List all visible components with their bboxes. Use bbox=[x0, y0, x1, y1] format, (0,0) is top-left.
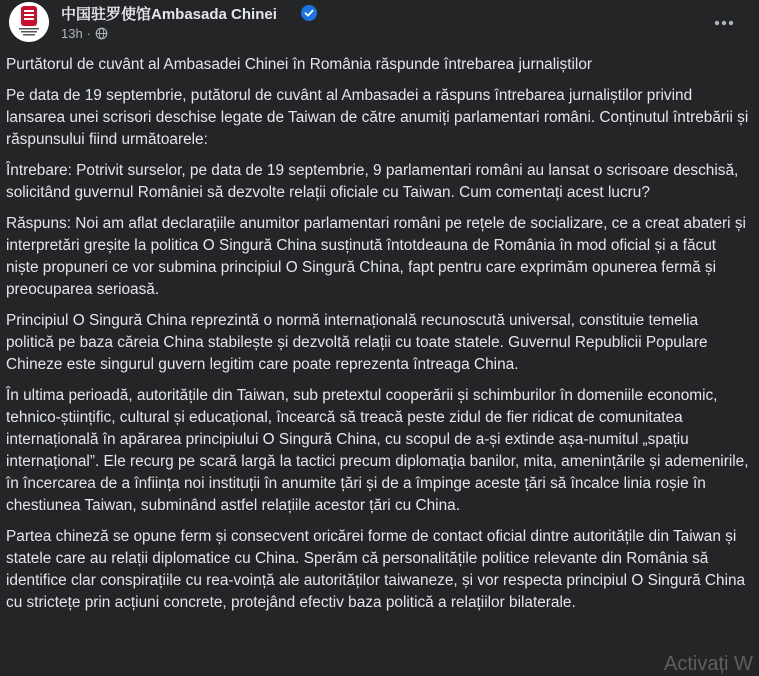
post-body bbox=[6, 54, 750, 623]
post-paragraph-conclusion: Partea chineză se opune ferm și consecvent oricărei forme de contact oficial dintre autoritățile din Taiwan și statele care au relații diplomatice cu China. Sperăm că personalitățile politice relevante din România să identifice clar conspirațiile cu rea-voință ale autorităților taiwaneze, și vor respecta principiul O Singură China cu strictețe prin acțiuni concrete, protejând efectiv baza politică a relațiilor bilaterale. bbox=[6, 528, 746, 611]
post-paragraph-intro: Pe data de 19 septembrie, putătorul de cuvânt al Ambasadei a răspuns întrebarea jurnaliștilor privind lansarea unei scrisori deschise legate de Taiwan de către anumiți parlamentari români. Conținutul întrebării și răspunsului fiind următoarele: bbox=[6, 87, 749, 148]
activate-windows-watermark: Activați W bbox=[664, 653, 753, 675]
post-paragraph-taiwan-actions: În ultima perioadă, autoritățile din Taiwan, sub pretextul cooperării și schimburilor în domeniile economic, tehnico-științific, cultural și educațional, încearcă să treacă peste zidul de fier ridicat de comunitatea internațională în apărarea principiului O Singură China, cu scopul de a-și extinde așa-numitul „spațiu internațional”. Ele recurg pe scară largă la tactici precum diplomația banilor, mita, amenințările și ademenirile, în încercarea de a înființa noi instituții în anumite țări și de a împinge aceste țări să încalce linia roșie în chestiunea Taiwan, subminând astfel relațiile acestor țări cu China. bbox=[6, 387, 749, 514]
post-paragraph-principle: Principiul O Singură China reprezintă o normă internațională recunoscută universal, constituie temelia politică pe baza căreia China stabilește și dezvoltă relații cu toate statele. Guvernul Republicii Populare Chineze este singurul guvern legitim care poate reprezenta întreaga China. bbox=[6, 312, 708, 373]
embassy-logo-icon bbox=[9, 2, 49, 42]
post-header bbox=[0, 0, 759, 48]
page-avatar[interactable] bbox=[9, 2, 49, 42]
post-paragraph-question: Întrebare: Potrivit surselor, pe data de 19 septembrie, 9 parlamentari români au lansat o scrisoare deschisă, solicitând guvernul României să dezvolte relații oficiale cu Taiwan. Cum comentați acest lucru? bbox=[6, 162, 739, 201]
post-paragraph-title: Purtătorul de cuvânt al Ambasadei Chinei în România răspunde întrebarea jurnaliștilor bbox=[6, 56, 593, 73]
verified-badge-icon bbox=[301, 5, 317, 21]
post-paragraph-answer: Răspuns: Noi am aflat declarațiile anumitor parlamentari români pe rețele de socializare, ce a creat abateri și interpretări greșite la politica O Singură China susținută întotdeauna de România în mod oficial și a făcut niște propuneri ce vor submina principiul O Singură China, fapt pentru care exprimăm opunerea fermă și preocuparea serioasă. bbox=[6, 215, 746, 298]
more-options-button[interactable] bbox=[706, 5, 742, 41]
globe-icon[interactable] bbox=[95, 27, 108, 40]
post-meta bbox=[61, 26, 108, 41]
post-timestamp[interactable]: 13h bbox=[61, 26, 83, 41]
page-name-link[interactable]: 中国驻罗使馆Ambasada Chinei bbox=[61, 6, 277, 23]
meta-separator: · bbox=[86, 26, 92, 41]
more-options-icon bbox=[714, 20, 734, 26]
